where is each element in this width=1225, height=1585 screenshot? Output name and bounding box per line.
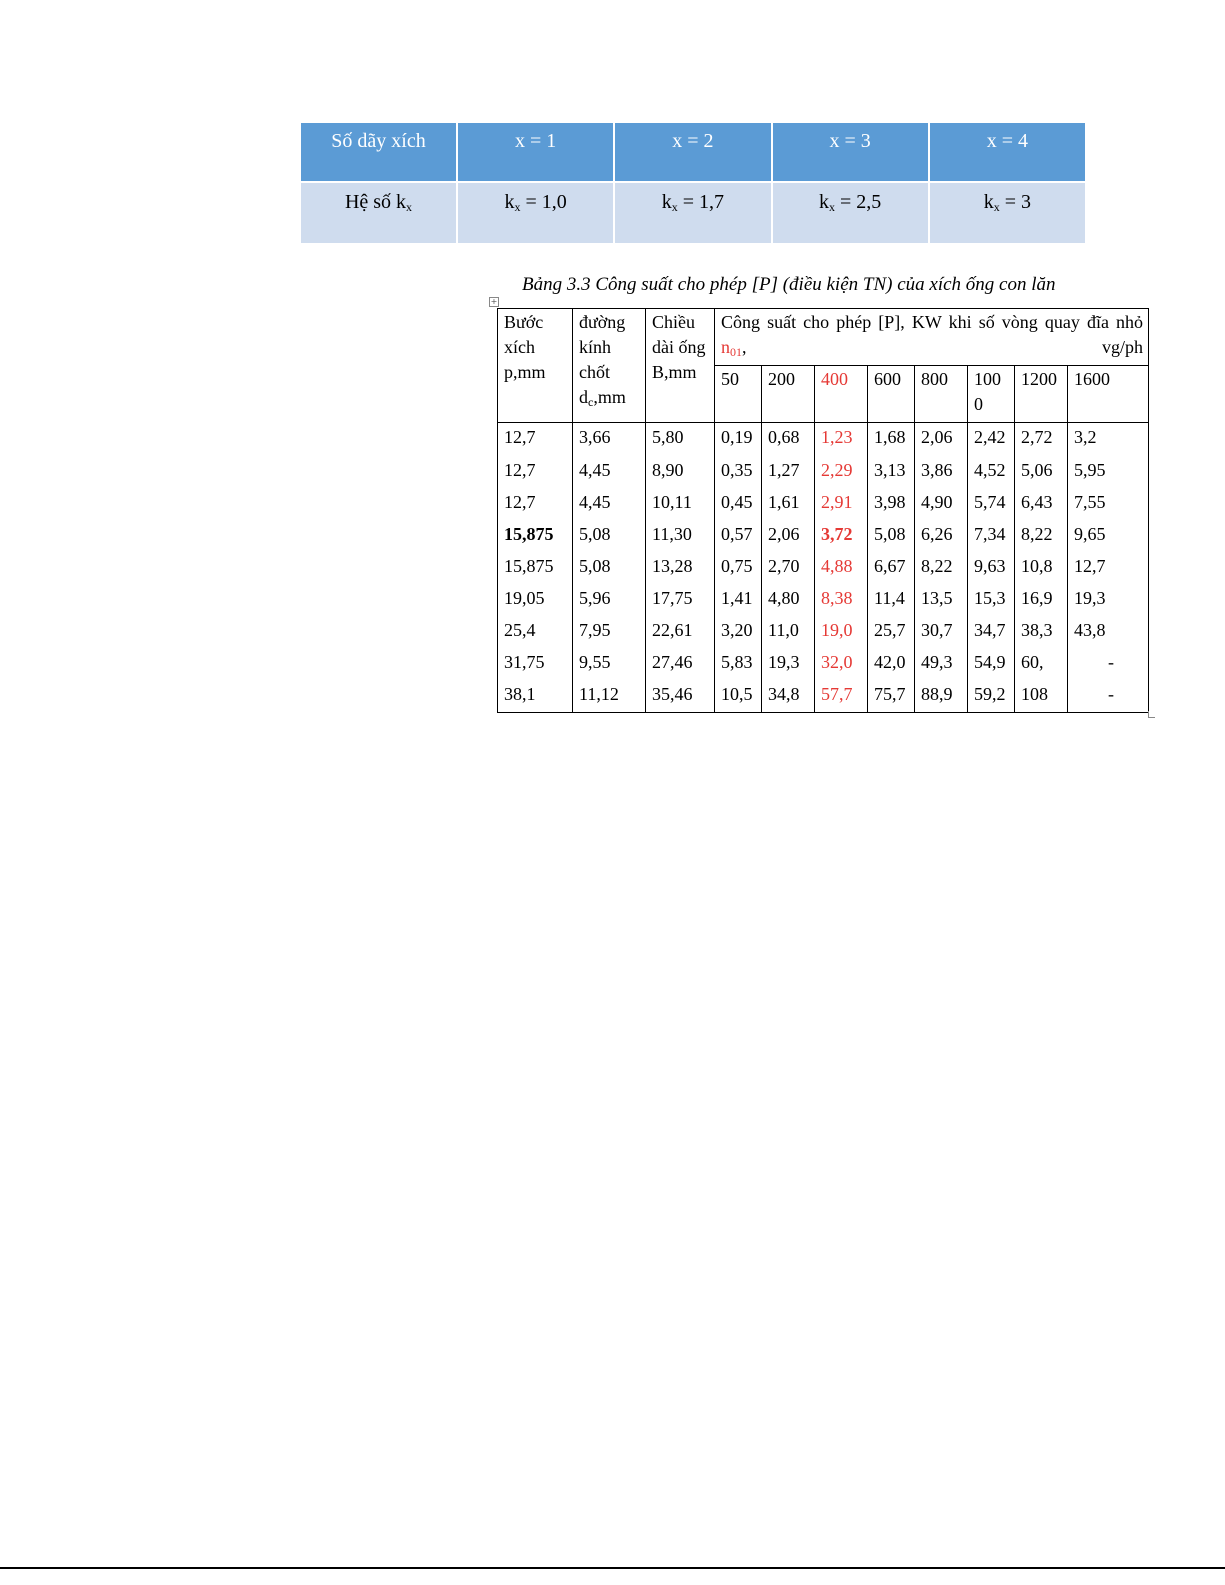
table-cell: 6,26 bbox=[915, 521, 968, 553]
table-cell: 30,7 bbox=[915, 617, 968, 649]
header-text: , vg/ph bbox=[742, 337, 1144, 357]
table-row bbox=[498, 489, 1149, 521]
table-cell: 5,95 bbox=[1068, 457, 1149, 489]
table-cell: 6,43 bbox=[1015, 489, 1068, 521]
table-cell: 3,86 bbox=[915, 457, 968, 489]
kx-value: = 1,7 bbox=[677, 191, 725, 213]
table-cell: 2,29 bbox=[815, 457, 868, 489]
table-cell: 12,7 bbox=[498, 423, 573, 457]
kx-value: = 1,0 bbox=[520, 191, 567, 213]
table-cell: 5,96 bbox=[573, 585, 646, 617]
header-bushing-length: Chiều dài ống B,mm bbox=[646, 309, 715, 423]
table-cell: 4,80 bbox=[762, 585, 815, 617]
allowable-power-table bbox=[497, 308, 1149, 713]
table-caption: Bảng 3.3 Công suất cho phép [P] (điều kiện TN) của xích ống con lăn bbox=[522, 274, 1056, 295]
speed-header-cell: 50 bbox=[715, 366, 762, 423]
header-cell: x = 4 bbox=[929, 122, 1086, 182]
table-cell: 9,65 bbox=[1068, 521, 1149, 553]
table-cell: 2,70 bbox=[762, 553, 815, 585]
kx-subscript: x bbox=[828, 200, 835, 214]
kx-value-cell bbox=[614, 182, 771, 244]
table-cell: 35,46 bbox=[646, 681, 715, 713]
header-cell: x = 1 bbox=[457, 122, 614, 182]
table-cell: 7,34 bbox=[968, 521, 1015, 553]
page-bottom-rule bbox=[0, 1567, 1225, 1569]
table-cell: - bbox=[1068, 649, 1149, 681]
table-cell: 5,08 bbox=[573, 553, 646, 585]
table-cell: 5,83 bbox=[715, 649, 762, 681]
table-cell: 38,3 bbox=[1015, 617, 1068, 649]
table-cell: 0,57 bbox=[715, 521, 762, 553]
header-allowable-power bbox=[715, 309, 1149, 366]
speed-header-cell: 100 0 bbox=[968, 366, 1015, 423]
table-move-handle[interactable]: + bbox=[490, 297, 498, 306]
table-cell: 4,90 bbox=[915, 489, 968, 521]
table-cell: 43,8 bbox=[1068, 617, 1149, 649]
table-cell: 1,68 bbox=[868, 423, 915, 457]
table-cell: 5,06 bbox=[1015, 457, 1068, 489]
table-cell: 3,13 bbox=[868, 457, 915, 489]
kx-value-cell bbox=[929, 182, 1086, 244]
table-cell: 25,7 bbox=[868, 617, 915, 649]
speed-header-cell: 800 bbox=[915, 366, 968, 423]
table-cell: 31,75 bbox=[498, 649, 573, 681]
table-cell: 49,3 bbox=[915, 649, 968, 681]
table-cell: 1,61 bbox=[762, 489, 815, 521]
table-cell: 3,20 bbox=[715, 617, 762, 649]
header-speed-symbol: n bbox=[721, 337, 730, 357]
speed-header-cell: 200 bbox=[762, 366, 815, 423]
speed-header-cell: 1200 bbox=[1015, 366, 1068, 423]
kx-subscript: x bbox=[993, 200, 1000, 214]
table-cell: 108 bbox=[1015, 681, 1068, 713]
header-text: ,mm bbox=[593, 387, 626, 407]
table-cell: 60, bbox=[1015, 649, 1068, 681]
table-cell: 42,0 bbox=[868, 649, 915, 681]
table-row bbox=[498, 423, 1149, 457]
table-cell: 4,88 bbox=[815, 553, 868, 585]
table-cell: - bbox=[1068, 681, 1149, 713]
table-row bbox=[300, 182, 1086, 244]
table-cell: 34,7 bbox=[968, 617, 1015, 649]
table-cell: 8,38 bbox=[815, 585, 868, 617]
table-cell: 54,9 bbox=[968, 649, 1015, 681]
table-cell: 12,7 bbox=[498, 489, 573, 521]
table-cell: 19,0 bbox=[815, 617, 868, 649]
table-cell: 38,1 bbox=[498, 681, 573, 713]
table-cell: 2,06 bbox=[762, 521, 815, 553]
speed-header-cell: 600 bbox=[868, 366, 915, 423]
table-cell: 1,23 bbox=[815, 423, 868, 457]
table-cell: 3,98 bbox=[868, 489, 915, 521]
table-cell: 3,72 bbox=[815, 521, 868, 553]
table-cell: 5,08 bbox=[573, 521, 646, 553]
table-cell: 12,7 bbox=[498, 457, 573, 489]
table-cell: 15,875 bbox=[498, 553, 573, 585]
table-cell: 10,11 bbox=[646, 489, 715, 521]
table-cell: 15,3 bbox=[968, 585, 1015, 617]
table-cell: 88,9 bbox=[915, 681, 968, 713]
table-row bbox=[498, 617, 1149, 649]
header-pin-diameter bbox=[573, 309, 646, 423]
table-cell: 0,45 bbox=[715, 489, 762, 521]
chain-row-coefficient-table bbox=[299, 121, 1087, 245]
table-row bbox=[498, 553, 1149, 585]
table-cell: 34,8 bbox=[762, 681, 815, 713]
table-cell: 17,75 bbox=[646, 585, 715, 617]
row-label-cell bbox=[300, 182, 457, 244]
header-pitch: Bước xích p,mm bbox=[498, 309, 573, 423]
table-cell: 3,2 bbox=[1068, 423, 1149, 457]
table-header-row bbox=[300, 122, 1086, 182]
table-cell: 75,7 bbox=[868, 681, 915, 713]
kx-symbol: k bbox=[983, 191, 994, 213]
table-cell: 19,3 bbox=[762, 649, 815, 681]
table-cell: 13,28 bbox=[646, 553, 715, 585]
table-cell: 5,08 bbox=[868, 521, 915, 553]
table-cell: 11,12 bbox=[573, 681, 646, 713]
kx-value: = 3 bbox=[999, 191, 1032, 213]
row-label: Hệ số k bbox=[344, 191, 407, 213]
table-row bbox=[498, 649, 1149, 681]
table-cell: 0,75 bbox=[715, 553, 762, 585]
row-label-subscript: x bbox=[406, 200, 413, 214]
kx-value: = 2,5 bbox=[834, 191, 882, 213]
table-header-row bbox=[498, 309, 1149, 366]
table-cell: 2,42 bbox=[968, 423, 1015, 457]
table-row bbox=[498, 585, 1149, 617]
header-subscript: 01 bbox=[730, 345, 742, 359]
table-cell: 10,8 bbox=[1015, 553, 1068, 585]
kx-symbol: k bbox=[504, 191, 515, 213]
table-cell: 0,35 bbox=[715, 457, 762, 489]
table-cell: 2,91 bbox=[815, 489, 868, 521]
table-body bbox=[498, 423, 1149, 713]
table-cell: 13,5 bbox=[915, 585, 968, 617]
table-cell: 8,90 bbox=[646, 457, 715, 489]
table-cell: 5,80 bbox=[646, 423, 715, 457]
table-cell: 25,4 bbox=[498, 617, 573, 649]
table-cell: 12,7 bbox=[1068, 553, 1149, 585]
kx-symbol: k bbox=[661, 191, 672, 213]
table-cell: 5,74 bbox=[968, 489, 1015, 521]
table-cell: 4,45 bbox=[573, 489, 646, 521]
table-row bbox=[498, 681, 1149, 713]
table-cell: 7,95 bbox=[573, 617, 646, 649]
header-cell: x = 2 bbox=[614, 122, 771, 182]
header-text: đường kính chốt d bbox=[579, 312, 626, 407]
table-cell: 3,66 bbox=[573, 423, 646, 457]
table-cell: 7,55 bbox=[1068, 489, 1149, 521]
kx-symbol: k bbox=[818, 191, 829, 213]
table-cell: 10,5 bbox=[715, 681, 762, 713]
table-cell: 19,05 bbox=[498, 585, 573, 617]
table-cell: 11,4 bbox=[868, 585, 915, 617]
table-cell: 19,3 bbox=[1068, 585, 1149, 617]
table-cell: 11,30 bbox=[646, 521, 715, 553]
header-text: Công suất cho phép [P], KW khi số vòng quay đĩa nhỏ bbox=[721, 312, 1144, 332]
speed-header-cell: 1600 bbox=[1068, 366, 1149, 423]
kx-value-cell bbox=[457, 182, 614, 244]
table-cell: 9,55 bbox=[573, 649, 646, 681]
header-cell: x = 3 bbox=[772, 122, 929, 182]
table-cell: 32,0 bbox=[815, 649, 868, 681]
header-cell: Số dãy xích bbox=[300, 122, 457, 182]
table-cell: 0,68 bbox=[762, 423, 815, 457]
table-cell: 15,875 bbox=[498, 521, 573, 553]
table-cell: 0,19 bbox=[715, 423, 762, 457]
table-cell: 1,41 bbox=[715, 585, 762, 617]
table-cell: 59,2 bbox=[968, 681, 1015, 713]
table-cell: 57,7 bbox=[815, 681, 868, 713]
table-cell: 1,27 bbox=[762, 457, 815, 489]
table-resize-handle[interactable] bbox=[1148, 711, 1155, 718]
table-cell: 27,46 bbox=[646, 649, 715, 681]
table-cell: 16,9 bbox=[1015, 585, 1068, 617]
table-cell: 9,63 bbox=[968, 553, 1015, 585]
table-cell: 8,22 bbox=[1015, 521, 1068, 553]
table-row bbox=[498, 457, 1149, 489]
table-cell: 4,45 bbox=[573, 457, 646, 489]
table-cell: 2,72 bbox=[1015, 423, 1068, 457]
table-cell: 6,67 bbox=[868, 553, 915, 585]
table-cell: 4,52 bbox=[968, 457, 1015, 489]
table-cell: 22,61 bbox=[646, 617, 715, 649]
kx-value-cell bbox=[772, 182, 929, 244]
speed-header-cell: 400 bbox=[815, 366, 868, 423]
table-cell: 2,06 bbox=[915, 423, 968, 457]
header-subscript: c bbox=[588, 395, 594, 409]
table-row bbox=[498, 521, 1149, 553]
table-cell: 8,22 bbox=[915, 553, 968, 585]
kx-subscript: x bbox=[671, 200, 678, 214]
kx-subscript: x bbox=[514, 200, 521, 214]
table-cell: 11,0 bbox=[762, 617, 815, 649]
